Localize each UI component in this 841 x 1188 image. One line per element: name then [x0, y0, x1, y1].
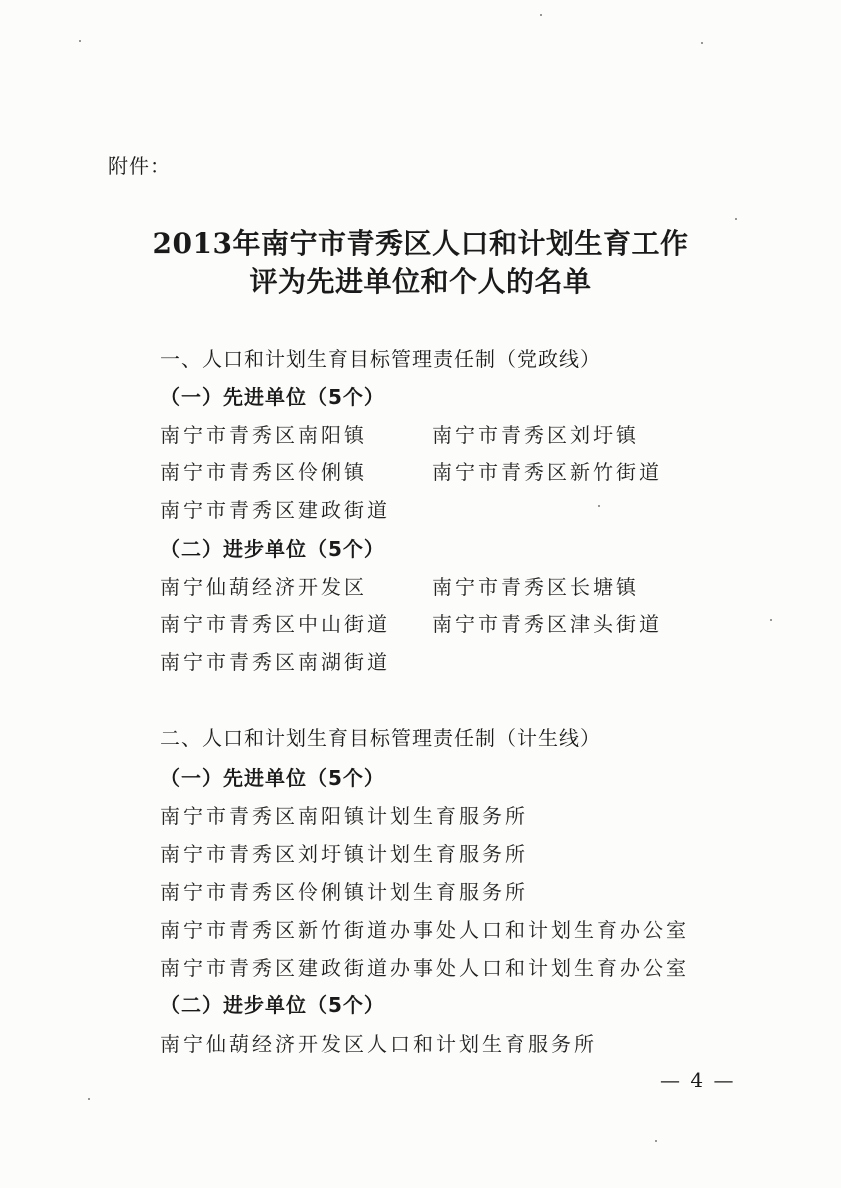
section-1-advanced-heading: （一）先进单位（5个）: [160, 385, 385, 409]
section-2-heading: 二、人口和计划生育目标管理责任制（计生线）: [160, 726, 601, 750]
list-item: 南宁市青秀区刘圩镇: [432, 423, 639, 447]
attachment-label: 附件：: [108, 154, 171, 178]
section-2-progress-heading: （二）进步单位（5个）: [160, 993, 385, 1017]
list-item: 南宁仙葫经济开发区人口和计划生育服务所: [160, 1032, 597, 1056]
section-1-progress-heading: （二）进步单位（5个）: [160, 537, 385, 561]
section-2-advanced-heading: （一）先进单位（5个）: [160, 766, 385, 790]
list-item: 南宁市青秀区新竹街道: [432, 460, 662, 484]
list-item: 南宁市青秀区新竹街道办事处人口和计划生育办公室: [160, 918, 689, 942]
scan-speck: [701, 42, 703, 44]
page-number: — 4 —: [660, 1068, 736, 1092]
list-item: 南宁市青秀区南湖街道: [160, 650, 390, 674]
scan-speck: [540, 14, 542, 16]
list-item: 南宁市青秀区建政街道办事处人口和计划生育办公室: [160, 956, 689, 980]
section-1-heading: 一、人口和计划生育目标管理责任制（党政线）: [160, 347, 601, 371]
scan-speck: [655, 1140, 657, 1142]
list-item: 南宁市青秀区伶俐镇计划生育服务所: [160, 880, 528, 904]
list-item: 南宁市青秀区南阳镇: [160, 423, 367, 447]
list-item: 南宁市青秀区津头街道: [432, 612, 662, 636]
scan-speck: [79, 40, 81, 42]
scan-speck: [770, 619, 772, 621]
document-title-line-1: 2013年南宁市青秀区人口和计划生育工作: [152, 227, 689, 260]
scan-speck: [598, 505, 600, 507]
list-item: 南宁市青秀区南阳镇计划生育服务所: [160, 804, 528, 828]
scan-speck: [735, 218, 737, 220]
list-item: 南宁市青秀区刘圩镇计划生育服务所: [160, 842, 528, 866]
scan-speck: [88, 1098, 90, 1100]
list-item: 南宁市青秀区中山街道: [160, 612, 390, 636]
list-item: 南宁市青秀区建政街道: [160, 498, 390, 522]
list-item: 南宁仙葫经济开发区: [160, 575, 367, 599]
list-item: 南宁市青秀区长塘镇: [432, 575, 639, 599]
list-item: 南宁市青秀区伶俐镇: [160, 460, 367, 484]
document-title-line-2: 评为先进单位和个人的名单: [249, 265, 592, 298]
